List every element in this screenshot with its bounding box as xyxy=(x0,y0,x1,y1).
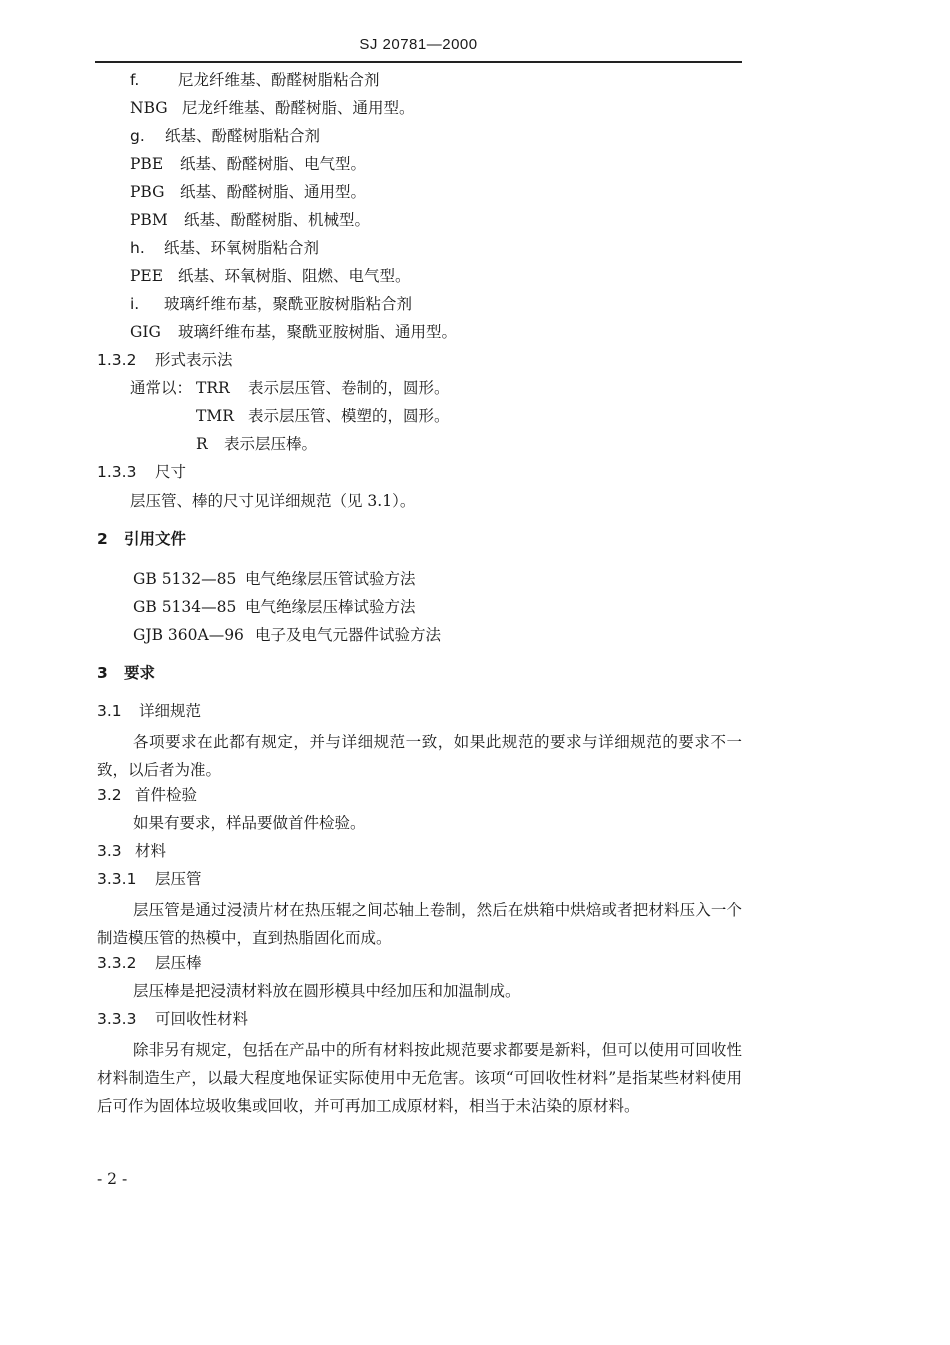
list-item: g. 纸基、酚醛树脂粘合剂 xyxy=(130,127,321,145)
reference-item: GB 5134—85 电气绝缘层压棒试验方法 xyxy=(133,598,416,616)
header-rule xyxy=(95,61,742,63)
list-item: PBG 纸基、酚醛树脂、通用型。 xyxy=(130,183,367,201)
notation-row: R 表示层压棒。 xyxy=(196,435,318,453)
section-heading-1-3-3: 1.3.3 尺寸 xyxy=(97,463,187,481)
section-body-1-3-3: 层压管、棒的尺寸见详细规范（见 3.1）。 xyxy=(130,492,416,510)
section-heading-1-3-2: 1.3.2 形式表示法 xyxy=(97,351,233,369)
list-item: PBM 纸基、酚醛树脂、机械型。 xyxy=(130,211,371,229)
section-heading-3-2: 3.2 首件检验 xyxy=(97,786,198,804)
section-heading-3-3: 3.3 材料 xyxy=(97,842,167,860)
list-item: GIG 玻璃纤维布基，聚酰亚胺树脂、通用型。 xyxy=(130,323,458,341)
document-id-header: SJ 20781—2000 xyxy=(359,36,478,53)
section-body-3-3-2: 层压棒是把浸渍材料放在圆形模具中经加压和加温制成。 xyxy=(133,982,521,1000)
section-heading-2: 2 引用文件 xyxy=(97,530,187,548)
list-item: NBG 尼龙纤维基、酚醛树脂、通用型。 xyxy=(130,99,415,117)
section-heading-3: 3 要求 xyxy=(97,664,156,682)
reference-item: GB 5132—85 电气绝缘层压管试验方法 xyxy=(133,570,416,588)
list-item: i. 玻璃纤维布基，聚酰亚胺树脂粘合剂 xyxy=(130,295,413,313)
list-item: f. 尼龙纤维基、酚醛树脂粘合剂 xyxy=(130,71,380,89)
section-body-3-3-3: 除非另有规定，包括在产品中的所有材料按此规范要求都要是新料，但可以使用可回收性材料制造生产，以最大程度地保证实际使用中无危害。该项“可回收性材料”是指某些材料使用后可作为固体垃圾收集或回收，并可再加工成原材料，相当于未沾染的原材料。 xyxy=(97,1041,742,1115)
notation-row: 通常以： TRR 表示层压管、卷制的，圆形。 xyxy=(130,379,450,397)
list-item: PBE 纸基、酚醛树脂、电气型。 xyxy=(130,155,367,173)
reference-item: GJB 360A—96 电子及电气元器件试验方法 xyxy=(133,626,442,644)
list-item: PEE 纸基、环氧树脂、阻燃、电气型。 xyxy=(130,267,411,285)
list-item: h. 纸基、环氧树脂粘合剂 xyxy=(130,239,320,257)
section-heading-3-3-2: 3.3.2 层压棒 xyxy=(97,954,202,972)
notation-row: TMR 表示层压管、模塑的，圆形。 xyxy=(196,407,450,425)
section-heading-3-3-3: 3.3.3 可回收性材料 xyxy=(97,1010,249,1028)
section-body-3-1: 各项要求在此都有规定，并与详细规范一致，如果此规范的要求与详细规范的要求不一致，以后者为准。 xyxy=(97,733,742,779)
page-number: - 2 - xyxy=(97,1170,128,1188)
section-heading-3-1: 3.1 详细规范 xyxy=(97,702,202,720)
section-body-3-2: 如果有要求，样品要做首件检验。 xyxy=(133,814,366,832)
section-heading-3-3-1: 3.3.1 层压管 xyxy=(97,870,202,888)
section-body-3-3-1: 层压管是通过浸渍片材在热压辊之间芯轴上卷制，然后在烘箱中烘焙或者把材料压入一个制造模压管的热模中，直到热脂固化而成。 xyxy=(97,901,742,947)
